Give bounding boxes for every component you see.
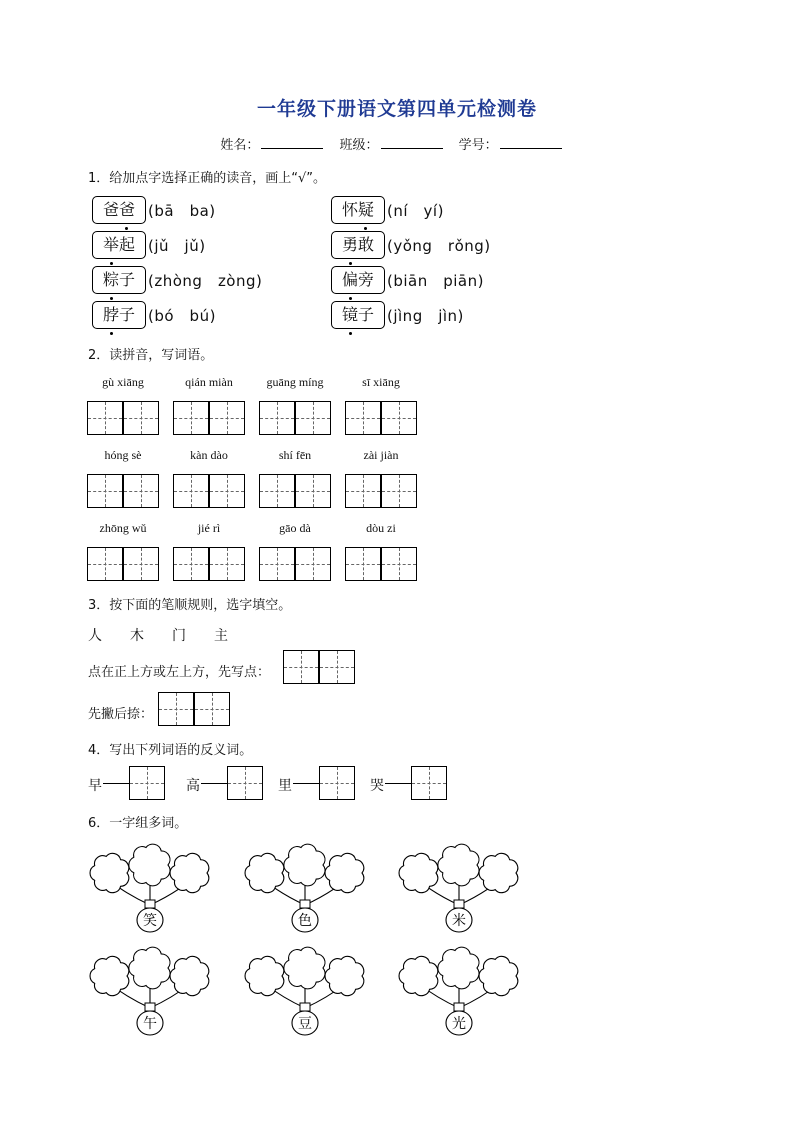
q3-char: 主: [214, 628, 228, 644]
pinyin-label: guāng míng: [266, 375, 324, 389]
pinyin-label: gù xiāng: [102, 375, 144, 389]
writing-box[interactable]: [209, 474, 245, 508]
student-info: [0, 134, 794, 153]
q1-options[interactable]: (bó bú): [148, 307, 216, 325]
writing-box[interactable]: [319, 650, 355, 684]
pinyin-label: sī xiāng: [362, 375, 400, 389]
q1-word-box: [92, 196, 146, 224]
page-title: 一年级下册语文第四单元检测卷: [256, 98, 537, 120]
writing-box[interactable]: [194, 692, 230, 726]
q1-word-box: [92, 301, 146, 329]
pinyin-label: hóng sè: [104, 448, 142, 462]
emphasis-dot: [110, 332, 113, 335]
emphasis-dot: [110, 262, 113, 265]
q4-word: 哭: [370, 778, 384, 794]
writing-box[interactable]: [381, 547, 417, 581]
emphasis-dot: [110, 297, 113, 300]
answer-cloud[interactable]: [399, 853, 438, 892]
q1-word: 脖子: [102, 305, 135, 324]
q2-prompt: 2．读拼音，写词语。: [88, 348, 214, 363]
q4-word: 早: [88, 778, 102, 794]
connector-line: [201, 783, 227, 784]
name-blank[interactable]: [261, 136, 323, 149]
word-tree: [397, 948, 522, 1043]
q1-word-box: [331, 196, 385, 224]
writing-box[interactable]: [209, 547, 245, 581]
answer-cloud[interactable]: [284, 947, 325, 989]
writing-box[interactable]: [209, 401, 245, 435]
q1-options[interactable]: (bā ba): [148, 202, 216, 220]
answer-cloud[interactable]: [129, 947, 170, 989]
q1-word: 举起: [102, 235, 135, 254]
answer-cloud[interactable]: [479, 853, 518, 892]
writing-box[interactable]: [173, 547, 209, 581]
writing-box[interactable]: [87, 401, 123, 435]
q3-char: 木: [130, 628, 144, 644]
emphasis-dot: [125, 227, 128, 230]
tree-char: 午: [143, 1016, 157, 1032]
answer-cloud[interactable]: [129, 844, 170, 886]
writing-box[interactable]: [227, 766, 263, 800]
writing-box[interactable]: [381, 474, 417, 508]
answer-cloud[interactable]: [90, 853, 129, 892]
writing-box[interactable]: [123, 547, 159, 581]
q6-prompt: 6．一字组多词。: [88, 816, 188, 831]
id-blank[interactable]: [500, 136, 562, 149]
writing-box[interactable]: [158, 692, 194, 726]
writing-box[interactable]: [345, 401, 381, 435]
q1-word-box: [92, 266, 146, 294]
tree-char: 光: [452, 1016, 466, 1032]
q1-word: 爸爸: [102, 200, 135, 219]
class-label: 班级：: [339, 138, 379, 153]
q1-options[interactable]: (biān piān): [387, 272, 484, 290]
q1-word-box: [331, 266, 385, 294]
answer-cloud[interactable]: [245, 956, 284, 995]
writing-box[interactable]: [123, 474, 159, 508]
tree-char: 豆: [298, 1016, 312, 1032]
answer-cloud[interactable]: [170, 853, 209, 892]
answer-cloud[interactable]: [325, 853, 364, 892]
q4-word: 高: [186, 778, 200, 794]
writing-box[interactable]: [173, 401, 209, 435]
q1-word-box: [331, 231, 385, 259]
answer-cloud[interactable]: [170, 956, 209, 995]
answer-cloud[interactable]: [245, 853, 284, 892]
q1-options[interactable]: (jǔ jǔ): [148, 237, 206, 255]
q1-word: 怀疑: [341, 200, 374, 219]
class-blank[interactable]: [381, 136, 443, 149]
pinyin-label: dòu zi: [366, 521, 396, 535]
q1-word-box: [331, 301, 385, 329]
q1-options[interactable]: (jìng jìn): [387, 307, 464, 325]
emphasis-dot: [349, 297, 352, 300]
name-label: 姓名：: [220, 138, 260, 153]
writing-box[interactable]: [295, 474, 331, 508]
writing-box[interactable]: [295, 401, 331, 435]
q3-rule1: 点在正上方或左上方，先写点：: [88, 665, 271, 680]
writing-box[interactable]: [345, 547, 381, 581]
writing-box[interactable]: [319, 766, 355, 800]
writing-box[interactable]: [173, 474, 209, 508]
q1-word: 镜子: [341, 305, 374, 324]
writing-box[interactable]: [411, 766, 447, 800]
connector-line: [385, 783, 411, 784]
q4-word: 里: [278, 778, 292, 794]
q1-options[interactable]: (yǒng rǒng): [387, 237, 491, 255]
writing-box[interactable]: [345, 474, 381, 508]
answer-cloud[interactable]: [90, 956, 129, 995]
q3-rule2: 先撇后捺：: [88, 707, 154, 722]
emphasis-dot: [364, 227, 367, 230]
writing-box[interactable]: [381, 401, 417, 435]
answer-cloud[interactable]: [479, 956, 518, 995]
pinyin-label: zhōng wǔ: [99, 521, 147, 535]
q1-options[interactable]: (zhòng zòng): [148, 272, 263, 290]
writing-box[interactable]: [295, 547, 331, 581]
q3-char: 门: [172, 628, 186, 644]
writing-box[interactable]: [259, 547, 295, 581]
q3-prompt: 3．按下面的笔顺规则，选字填空。: [88, 598, 292, 613]
answer-cloud[interactable]: [325, 956, 364, 995]
word-tree: [88, 845, 213, 940]
answer-cloud[interactable]: [284, 844, 325, 886]
word-tree: [88, 948, 213, 1043]
writing-box[interactable]: [87, 474, 123, 508]
id-label: 学号：: [458, 138, 498, 153]
pinyin-label: zài jiàn: [363, 448, 399, 462]
q1-word: 偏旁: [341, 270, 374, 289]
connector-line: [103, 783, 129, 784]
connector-line: [293, 783, 319, 784]
emphasis-dot: [349, 262, 352, 265]
writing-box[interactable]: [283, 650, 319, 684]
q1-prompt: 1．给加点字选择正确的读音，画上“√”。: [88, 171, 327, 186]
answer-cloud[interactable]: [438, 844, 479, 886]
pinyin-label: qián miàn: [185, 375, 233, 389]
word-tree: [243, 845, 368, 940]
q1-options[interactable]: (ní yí): [387, 202, 444, 220]
pinyin-label: gāo dà: [279, 521, 311, 535]
tree-char: 米: [452, 913, 466, 929]
pinyin-label: shí fēn: [278, 448, 312, 462]
pinyin-label: kàn dào: [190, 448, 228, 462]
word-tree: [397, 845, 522, 940]
tree-char: 笑: [143, 913, 157, 929]
writing-box[interactable]: [259, 474, 295, 508]
writing-box[interactable]: [87, 547, 123, 581]
q1-word-box: [92, 231, 146, 259]
pinyin-label: jié rì: [197, 521, 221, 535]
emphasis-dot: [349, 332, 352, 335]
writing-box[interactable]: [123, 401, 159, 435]
q4-prompt: 4．写出下列词语的反义词。: [88, 743, 253, 758]
answer-cloud[interactable]: [399, 956, 438, 995]
q3-char: 人: [88, 628, 102, 644]
answer-cloud[interactable]: [438, 947, 479, 989]
tree-char: 色: [298, 913, 312, 929]
q1-word: 粽子: [102, 270, 135, 289]
writing-box[interactable]: [259, 401, 295, 435]
writing-box[interactable]: [129, 766, 165, 800]
q1-word: 勇敢: [341, 235, 374, 254]
word-tree: [243, 948, 368, 1043]
